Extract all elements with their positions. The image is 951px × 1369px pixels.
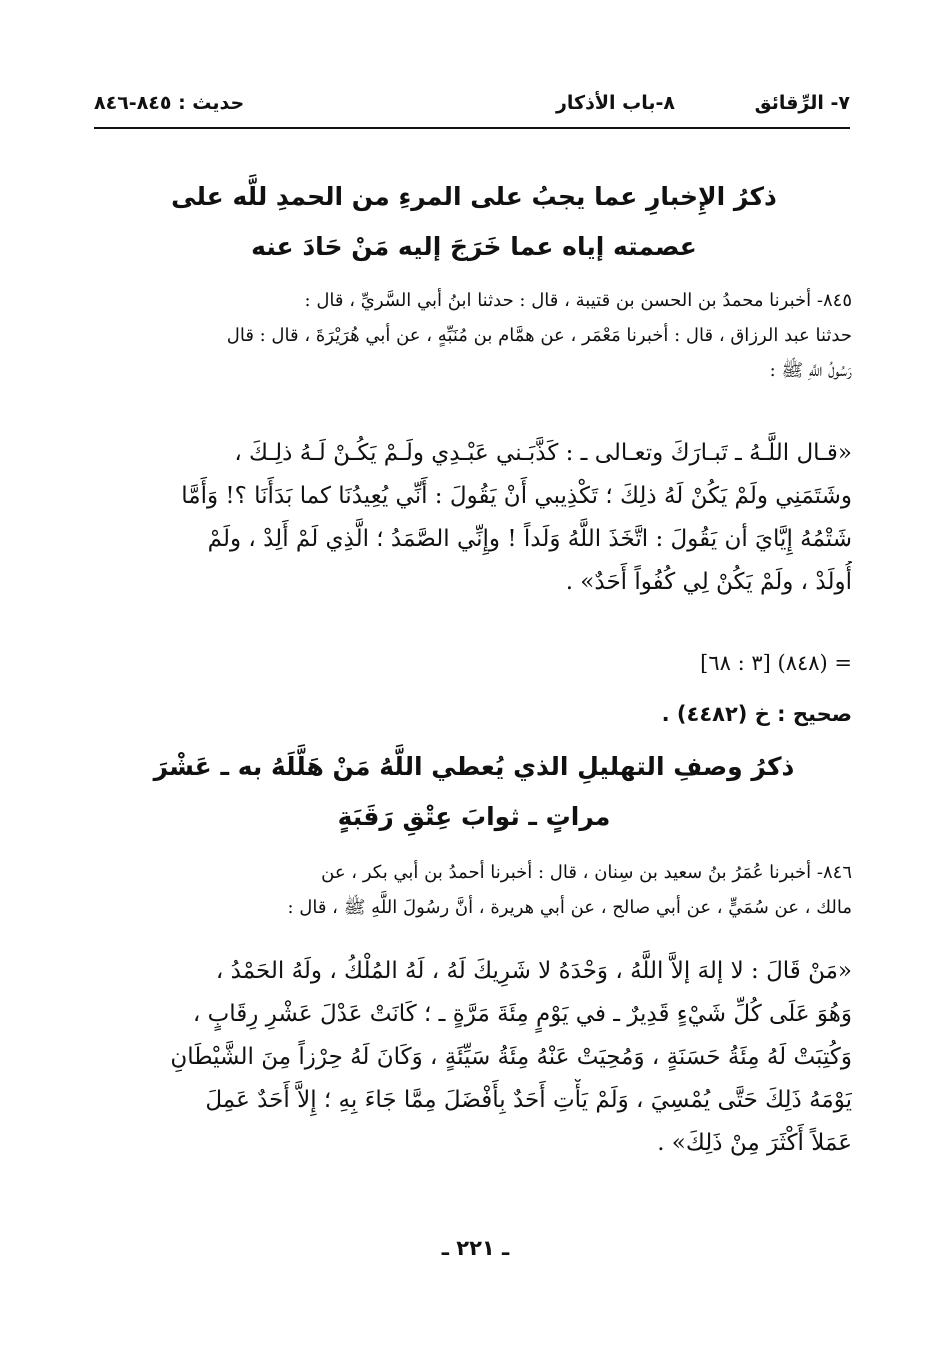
chapter-title: ٨-باب الأذكار xyxy=(555,92,675,114)
reference-line: = (٨٤٨) [٣ : ٦٨] xyxy=(700,651,852,675)
section-1-matn xyxy=(96,432,852,604)
matn-line: يَوْمَهُ ذَلِكَ حَتَّى يُمْسِيَ ، وَلَمْ يَأْتِ أَحَدٌ بِأَفْضَلَ مِمَّا جَاءَ بِهِ ؛ إِلاَّ أَحَدٌ عَمِلَ xyxy=(205,1087,852,1113)
title-line: مراتٍ ـ ثوابَ عِتْقِ رَقَبَةٍ xyxy=(337,802,611,831)
matn-line: وَكُتِبَتْ لَهُ مِئَةُ حَسَنَةٍ ، وَمُحِيَتْ عَنْهُ مِئَةُ سَيِّئَةٍ ، وَكَانَ لَهُ حِرْزاً مِنَ الشَّيْطَانِ xyxy=(170,1044,852,1070)
cross-reference xyxy=(96,643,852,683)
header-rule xyxy=(94,127,850,129)
isnad-line: ٨٤٦- أخبرنا عُمَرُ بنُ سعيد بن سِنان ، قال : أخبرنا أحمدُ بن أبي بكر ، عن xyxy=(321,862,852,883)
matn-line: شَتْمُهُ إِيَّايَ أن يَقُولَ : اتَّخَذَ اللَّهُ وَلَداً ! وإِنِّي الصَّمَدُ ؛ الَّذِي لَمْ أَلِدْ ، ولَمْ xyxy=(207,526,852,552)
isnad-line: حدثنا عبد الرزاق ، قال : أخبرنا مَعْمَر ، عن همَّام بن مُنَبِّهٍ ، عن أبي هُرَيْرَةَ ، قال : قال xyxy=(226,325,852,346)
book-title: ٧- الرِّقائق xyxy=(754,92,850,114)
matn-line: أُولَدْ ، ولَمْ يَكُنْ لِي كُفُواً أَحَدٌ» . xyxy=(565,569,852,595)
title-line: ذكرُ الإِخبارِ عما يجبُ على المرءِ من الحمدِ للَّه على xyxy=(171,182,777,211)
hadith-range: حديث : ٨٤٥-٨٤٦ xyxy=(94,92,245,114)
grading xyxy=(96,694,852,734)
section-1-title xyxy=(96,172,852,272)
page-number: ـ ٢٢١ ـ xyxy=(441,1236,510,1260)
section-2-matn xyxy=(96,950,852,1165)
isnad-line: ٨٤٥- أخبرنا محمدُ بن الحسن بن قتيبة ، قال : حدثنا ابنُ أبي السَّريِّ ، قال : xyxy=(304,290,852,311)
section-2-isnad xyxy=(96,855,852,925)
title-line: عصمته إياه عما خَرَجَ إليه مَنْ حَادَ عنه xyxy=(251,232,697,261)
section-1-isnad xyxy=(96,283,852,388)
grading-line: صحيح : خ (٤٤٨٢) . xyxy=(661,702,852,726)
section-2-title xyxy=(96,742,852,842)
matn-line: وَهُوَ عَلَى كُلِّ شَيْءٍ قَدِيرٌ ـ في يَوْمٍ مِئَةَ مَرَّةٍ ـ ؛ كَانَتْ عَدْلَ عَشْرِ رِقَابٍ ، xyxy=(192,1001,852,1027)
running-header xyxy=(94,92,850,120)
isnad-line: مالك ، عن سُمَيٍّ ، عن أبي صالح ، عن أبي هريرة ، أنَّ رسُولَ اللَّهِ ﷺ ، قال : xyxy=(287,897,852,918)
isnad-line: رَسُولُ اللَّهِ ﷺ : xyxy=(769,360,852,381)
matn-line: «مَنْ قَالَ : لا إلهَ إلاَّ اللَّهُ ، وَحْدَهُ لا شَرِيكَ لَهُ ، لَهُ المُلْكُ ، ولَهُ الحَمْدُ ، xyxy=(215,958,852,984)
title-line: ذكرُ وصفِ التهليلِ الذي يُعطي اللَّهُ مَنْ هَلَّلَهُ به ـ عَشْرَ xyxy=(153,752,795,781)
matn-line: وشَتَمَنِي ولَمْ يَكُنْ لَهُ ذلِكَ ؛ تَكْذِيبي أَنْ يَقُولَ : أَنِّي يُعِيدُنَا كما بَدَأَنَا ؟! وَأَمَّا xyxy=(181,483,852,509)
matn-line: «قـال اللَّـهُ ـ تَبـارَكَ وتعـالى ـ : كَذَّبَـني عَبْـدِي ولَـمْ يَكُـنْ لَـهُ ذلِـكَ ، xyxy=(234,440,852,466)
matn-line: عَمَلاً أَكْثَرَ مِنْ ذَلِكَ» . xyxy=(657,1130,852,1156)
